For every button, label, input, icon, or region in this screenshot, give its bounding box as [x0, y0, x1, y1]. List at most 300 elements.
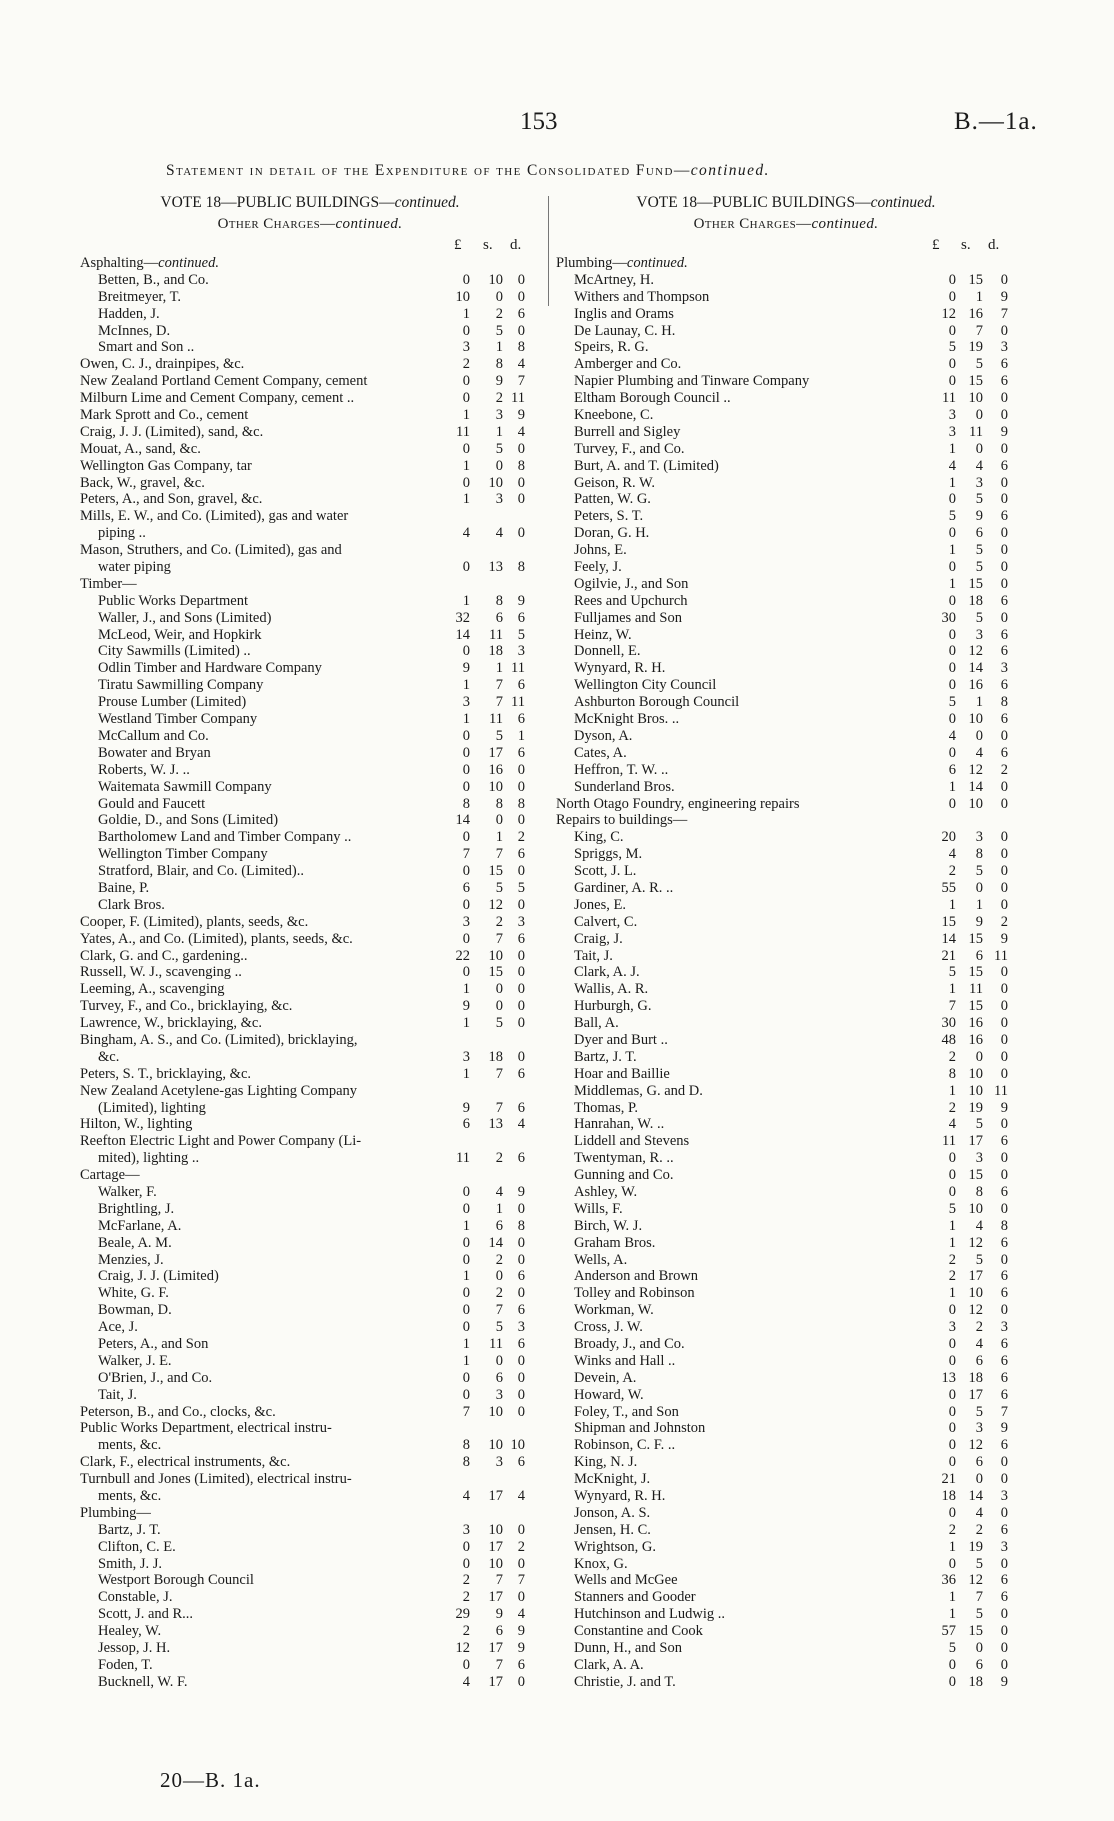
- shillings-value: 8: [495, 795, 503, 812]
- row-label: [98, 306, 442, 323]
- pence-value: 0: [517, 491, 525, 508]
- row-label: [574, 1353, 918, 1370]
- table-row: [556, 1522, 1016, 1539]
- pounds-value: 1: [462, 1336, 470, 1352]
- shillings-value: 17: [488, 1488, 503, 1505]
- row-label: [574, 306, 918, 323]
- shillings-value: 4: [975, 457, 983, 474]
- table-row: [556, 1471, 1016, 1488]
- row-label-text: Turvey, F., and Co., bricklaying, &c.: [80, 998, 293, 1015]
- row-label: [80, 255, 442, 272]
- pence-value: 0: [1000, 846, 1008, 863]
- shillings-value: 4: [975, 744, 983, 761]
- row-label-text: New Zealand Portland Cement Company, cement: [80, 373, 368, 390]
- pounds-value: 0: [948, 711, 956, 728]
- row-label: [80, 373, 442, 390]
- row-label-text: Heffron, T. W. ..: [574, 761, 669, 778]
- pounds-value: 12: [941, 305, 956, 322]
- shillings-value: 4: [495, 525, 503, 542]
- row-label: [98, 643, 442, 660]
- table-row: [556, 1572, 1016, 1589]
- row-label: [80, 1032, 442, 1049]
- row-label: [574, 1674, 918, 1691]
- row-label: [98, 339, 442, 356]
- pounds-value: 0: [948, 271, 956, 288]
- shillings-value: 10: [968, 390, 983, 407]
- pounds-value: 1: [948, 542, 956, 559]
- row-label-text: Peterson, B., and Co., clocks, &c.: [80, 1403, 276, 1420]
- shillings-value: 0: [975, 440, 983, 457]
- row-label-text: Rees and Upchurch: [574, 592, 688, 609]
- row-label-text: Peters, S. T.: [574, 508, 644, 525]
- row-label-text: Donnell, E.: [574, 643, 641, 660]
- shillings-value: 12: [968, 761, 983, 778]
- table-row: [80, 1116, 540, 1133]
- row-label: [98, 1319, 442, 1336]
- pence-value: 11: [511, 390, 525, 407]
- row-label-text: Clark Bros.: [98, 896, 165, 913]
- pounds-value: 6: [462, 1116, 470, 1133]
- row-label-text: Clark, F., electrical instruments, &c.: [80, 1454, 291, 1471]
- table-row: [556, 1150, 1016, 1167]
- row-label-text: City Sawmills (Limited) ..: [98, 643, 251, 660]
- pounds-value: 1: [948, 1606, 956, 1623]
- table-row: [556, 458, 1016, 475]
- pounds-value: 9: [462, 660, 470, 677]
- table-row: [556, 863, 1016, 880]
- row-label-text: Public Works Department: [98, 592, 248, 609]
- row-label: [80, 1404, 442, 1421]
- table-row: [80, 745, 540, 762]
- pence-value: 6: [1000, 1352, 1008, 1369]
- shillings-value: 5: [495, 440, 503, 457]
- row-label: [574, 1049, 918, 1066]
- shillings-value: 0: [495, 288, 503, 305]
- table-row: [80, 1100, 540, 1117]
- pounds-value: 1: [462, 981, 470, 998]
- shillings-value: 8: [495, 356, 503, 373]
- pounds-value: 6: [948, 761, 956, 778]
- pounds-value: 0: [462, 761, 470, 778]
- row-label-text: Amberger and Co.: [574, 356, 682, 373]
- shillings-value: 10: [968, 795, 983, 812]
- shillings-value: 10: [488, 1555, 503, 1572]
- pence-value: 0: [1000, 778, 1008, 795]
- row-label: [574, 272, 918, 289]
- pence-value: 6: [1000, 1183, 1008, 1200]
- shillings-value: 2: [495, 390, 503, 407]
- pence-value: 3: [517, 913, 525, 930]
- row-label: [574, 627, 918, 644]
- shillings-value: 2: [975, 1521, 983, 1538]
- table-row: [80, 711, 540, 728]
- pence-value: 0: [1000, 1640, 1008, 1657]
- row-label-text: ments, &c.: [98, 1437, 162, 1454]
- shillings-value: 5: [975, 542, 983, 559]
- table-row: [556, 525, 1016, 542]
- row-label: [574, 1370, 918, 1387]
- pence-value: 3: [517, 643, 525, 660]
- row-label: [574, 931, 918, 948]
- row-label: [574, 1437, 918, 1454]
- row-label: [574, 1184, 918, 1201]
- pence-value: 9: [1000, 1099, 1008, 1116]
- row-label: [98, 1218, 442, 1235]
- table-row: [80, 1505, 540, 1522]
- row-label: [98, 829, 442, 846]
- row-label: [98, 1252, 442, 1269]
- pence-value: 0: [517, 863, 525, 880]
- pence-value: 0: [517, 1285, 525, 1302]
- row-label: [574, 1268, 918, 1285]
- pence-value: 7: [1000, 1403, 1008, 1420]
- pounds-value: 3: [462, 1521, 470, 1538]
- table-row: [80, 1623, 540, 1640]
- shillings-value: 6: [495, 1217, 503, 1234]
- pounds-value: 1: [948, 1234, 956, 1251]
- table-row: [556, 407, 1016, 424]
- row-label: [98, 711, 442, 728]
- row-label-text: Wynyard, R. H.: [574, 1488, 666, 1505]
- row-label-text: Ashley, W.: [574, 1183, 638, 1200]
- row-label-text: Bucknell, W. F.: [98, 1673, 188, 1690]
- table-row: [80, 272, 540, 289]
- pence-value: 6: [517, 1336, 525, 1352]
- pence-value: 0: [1000, 1454, 1008, 1471]
- pounds-value: 0: [462, 1369, 470, 1386]
- shillings-value: 5: [975, 609, 983, 626]
- table-row: [556, 289, 1016, 306]
- row-label: [574, 1539, 918, 1556]
- row-label-text: Mouat, A., sand, &c.: [80, 440, 201, 457]
- shillings-value: 0: [975, 1048, 983, 1065]
- vote-heading-text: VOTE 18—PUBLIC BUILDINGS—: [160, 194, 395, 211]
- row-label-text: Smith, J. J.: [98, 1555, 163, 1572]
- shillings-value: 7: [495, 1065, 503, 1082]
- shillings-value: 11: [969, 423, 983, 440]
- pounds-value: 5: [948, 1200, 956, 1217]
- row-label: [98, 1539, 442, 1556]
- pence-value: 0: [1000, 1167, 1008, 1184]
- row-label: [574, 1572, 918, 1589]
- pounds-value: 2: [948, 863, 956, 880]
- row-label-text: Westland Timber Company: [98, 711, 258, 728]
- vote-heading-continued: continued.: [394, 194, 460, 211]
- pence-value: 6: [1000, 1133, 1008, 1150]
- pounds-value: 21: [941, 947, 956, 964]
- pence-value: 0: [517, 271, 525, 288]
- shillings-value: 6: [975, 1656, 983, 1673]
- row-label: [98, 1336, 442, 1353]
- row-label-text: Geison, R. W.: [574, 474, 655, 491]
- table-row: [556, 542, 1016, 559]
- document-reference: B.—1a.: [954, 108, 1038, 135]
- row-label: [98, 1623, 442, 1640]
- shillings-value: 19: [968, 1099, 983, 1116]
- row-label: [80, 998, 442, 1015]
- pounds-value: 0: [462, 1183, 470, 1200]
- row-label: [80, 458, 442, 475]
- pence-value: 0: [517, 1251, 525, 1268]
- row-label: [80, 1505, 442, 1522]
- row-label-text: Gunning and Co.: [574, 1167, 674, 1184]
- pence-value: 2: [517, 829, 525, 846]
- table-row: [80, 323, 540, 340]
- shillings-value: 7: [495, 1099, 503, 1116]
- pounds-value: 4: [948, 727, 956, 744]
- row-label-text: Jones, E.: [574, 896, 626, 913]
- pence-value: 4: [517, 356, 525, 373]
- shillings-value: 0: [495, 981, 503, 998]
- row-label-text: Leeming, A., scavenging: [80, 981, 225, 998]
- row-label: [574, 576, 918, 593]
- row-label-text: Shipman and Johnston: [574, 1420, 706, 1437]
- row-label-text: Tolley and Robinson: [574, 1285, 695, 1302]
- row-label: [98, 1353, 442, 1370]
- pence-value: 0: [1000, 1623, 1008, 1640]
- row-label-text: Gould and Faucett: [98, 795, 206, 812]
- row-label-text: Clark, A. J.: [574, 964, 640, 981]
- row-label-text: Spriggs, M.: [574, 846, 643, 863]
- row-label: [98, 1488, 442, 1505]
- pence-value: 6: [517, 744, 525, 761]
- table-row: [556, 1201, 1016, 1218]
- row-label: [80, 1083, 442, 1100]
- table-row: [556, 610, 1016, 627]
- subheading-continued: continued.: [335, 216, 403, 232]
- pounds-value: 30: [941, 609, 956, 626]
- shillings-value: 2: [495, 1251, 503, 1268]
- row-label-text: Fulljames and Son: [574, 609, 682, 626]
- row-label: [80, 475, 442, 492]
- pence-value: 0: [1000, 1606, 1008, 1623]
- shillings-value: 2: [495, 913, 503, 930]
- shillings-value: 5: [975, 559, 983, 576]
- row-label-text: Christie, J. and T.: [574, 1673, 676, 1690]
- table-row: [80, 390, 540, 407]
- shillings-value: 17: [488, 1538, 503, 1555]
- row-label: [574, 1252, 918, 1269]
- table-row: [80, 1015, 540, 1032]
- table-row: [80, 1657, 540, 1674]
- table-row: [556, 1015, 1016, 1032]
- row-label-text: Dunn, H., and Son: [574, 1640, 682, 1657]
- subheading-text: Other Charges—: [693, 216, 812, 232]
- row-label: [98, 1184, 442, 1201]
- row-label-text: North Otago Foundry, engineering repairs: [556, 795, 800, 812]
- row-label: [574, 779, 918, 796]
- row-label-text: Speirs, R. G.: [574, 339, 649, 356]
- pence-value: 6: [1000, 373, 1008, 390]
- row-label: [574, 1522, 918, 1539]
- shillings-value: 10: [488, 1437, 503, 1454]
- row-label: [574, 441, 918, 458]
- row-label: [98, 1201, 442, 1218]
- row-label-text: Constantine and Cook: [574, 1623, 703, 1640]
- shillings-value: 1: [495, 1200, 503, 1217]
- table-row: [556, 1100, 1016, 1117]
- row-label: [98, 627, 442, 644]
- pence-value: 0: [1000, 271, 1008, 288]
- row-label-text: Owen, C. J., drainpipes, &c.: [80, 356, 245, 373]
- table-row: [556, 812, 1016, 829]
- pounds-value: 0: [948, 1386, 956, 1403]
- row-label-text: Baine, P.: [98, 879, 150, 896]
- pounds-value: 7: [948, 998, 956, 1015]
- pence-value: 8: [517, 559, 525, 576]
- shillings-value: 8: [495, 592, 503, 609]
- pounds-value: 0: [948, 677, 956, 694]
- pence-value: 0: [1000, 1656, 1008, 1673]
- pence-value: 0: [517, 896, 525, 913]
- table-row: [80, 1336, 540, 1353]
- pence-value: 0: [1000, 795, 1008, 812]
- pounds-value: 0: [948, 1673, 956, 1690]
- pounds-value: 1: [462, 407, 470, 424]
- pounds-value: 0: [948, 373, 956, 390]
- pounds-value: 4: [948, 1116, 956, 1133]
- shillings-value: 17: [488, 1589, 503, 1606]
- shillings-value: 15: [968, 1623, 983, 1640]
- shillings-value: 10: [488, 474, 503, 491]
- shillings-value: 6: [495, 1369, 503, 1386]
- pence-value: 5: [517, 626, 525, 643]
- row-label-text: Wynyard, R. H.: [574, 660, 666, 677]
- pounds-value: 0: [948, 1167, 956, 1184]
- shillings-value: 7: [495, 694, 503, 711]
- pence-value: 0: [1000, 609, 1008, 626]
- shillings-value: 2: [495, 1285, 503, 1302]
- table-row: [556, 1116, 1016, 1133]
- row-label: [574, 1471, 918, 1488]
- pounds-value: 1: [462, 305, 470, 322]
- row-label-text: Ball, A.: [574, 1015, 619, 1032]
- pence-value: 6: [1000, 508, 1008, 525]
- row-label-text: Bingham, A. S., and Co. (Limited), bricklaying,: [80, 1031, 358, 1048]
- table-row: [556, 1404, 1016, 1421]
- pounds-value: 5: [948, 694, 956, 711]
- shillings-value: 7: [495, 677, 503, 694]
- row-label-text: Wellington City Council: [574, 677, 717, 694]
- row-label: [98, 1657, 442, 1674]
- row-label-text: (Limited), lighting: [98, 1099, 206, 1116]
- table-row: [80, 356, 540, 373]
- row-label: [574, 1015, 918, 1032]
- pence-value: 0: [1000, 863, 1008, 880]
- pounds-value: 2: [948, 1251, 956, 1268]
- table-row: [556, 491, 1016, 508]
- shillings-value: 15: [968, 575, 983, 592]
- subheading-text: Other Charges—: [217, 216, 336, 232]
- shillings-value: 6: [495, 1623, 503, 1640]
- row-label: [574, 981, 918, 998]
- row-label: [98, 812, 442, 829]
- table-row: [80, 1268, 540, 1285]
- row-label-text: Waitemata Sawmill Company: [98, 778, 272, 795]
- table-row: [80, 1471, 540, 1488]
- shillings-value: 17: [488, 1640, 503, 1657]
- pounds-header: £: [454, 237, 462, 253]
- row-label: [574, 711, 918, 728]
- row-label-text: Turvey, F., and Co.: [574, 440, 685, 457]
- row-label: [574, 1589, 918, 1606]
- row-label-text: Ashburton Borough Council: [574, 694, 740, 711]
- table-row: [80, 643, 540, 660]
- table-row: [80, 964, 540, 981]
- row-label: [574, 728, 918, 745]
- row-label-text: Knox, G.: [574, 1555, 628, 1572]
- table-row: [556, 677, 1016, 694]
- shillings-value: 12: [968, 1437, 983, 1454]
- pounds-value: 0: [948, 1352, 956, 1369]
- table-row: [556, 998, 1016, 1015]
- pounds-value: 1: [948, 896, 956, 913]
- row-label: [574, 1150, 918, 1167]
- pounds-value: 0: [462, 271, 470, 288]
- pounds-value: 11: [942, 1133, 956, 1150]
- row-label-text: Jonson, A. S.: [574, 1504, 651, 1521]
- row-label-text: Roberts, W. J. ..: [98, 761, 190, 778]
- row-label-text: Gardiner, A. R. ..: [574, 879, 674, 896]
- row-label-text: Birch, W. J.: [574, 1217, 643, 1234]
- row-label: [98, 762, 442, 779]
- pence-value: 6: [517, 1099, 525, 1116]
- row-label: [98, 677, 442, 694]
- pence-value: 3: [1000, 1488, 1008, 1505]
- table-row: [80, 441, 540, 458]
- pounds-value: 20: [941, 829, 956, 846]
- table-row: [80, 1167, 540, 1184]
- table-row: [80, 1083, 540, 1100]
- row-label: [98, 1556, 442, 1573]
- pence-value: 0: [1000, 1065, 1008, 1082]
- pence-value: 6: [517, 1454, 525, 1471]
- row-label-continued: continued.: [626, 255, 688, 271]
- pounds-value: 3: [948, 1319, 956, 1336]
- row-label: [574, 1116, 918, 1133]
- expenditure-list-right: [556, 255, 1016, 1691]
- pence-value: 9: [517, 1640, 525, 1657]
- row-label: [574, 508, 918, 525]
- shillings-value: 0: [495, 812, 503, 829]
- table-row: [80, 1184, 540, 1201]
- pounds-value: 0: [948, 525, 956, 542]
- row-label: [80, 981, 442, 998]
- table-row: [556, 964, 1016, 981]
- pence-value: 6: [1000, 592, 1008, 609]
- pounds-value: 3: [462, 694, 470, 711]
- shillings-value: 1: [975, 694, 983, 711]
- pounds-value: 1: [462, 1217, 470, 1234]
- row-label-text: Heinz, W.: [574, 626, 632, 643]
- pounds-value: 5: [948, 1640, 956, 1657]
- pounds-value: 8: [948, 1065, 956, 1082]
- pounds-value: 8: [462, 1437, 470, 1454]
- table-row: [556, 1353, 1016, 1370]
- row-label-text: Peters, A., and Son: [98, 1336, 209, 1352]
- shillings-value: 17: [968, 1386, 983, 1403]
- pence-value: 9: [1000, 423, 1008, 440]
- table-row: [556, 373, 1016, 390]
- pence-value: 6: [1000, 1386, 1008, 1403]
- row-label-text: Robinson, C. F. ..: [574, 1437, 676, 1454]
- footer-signature: 20—B. 1a.: [160, 1768, 261, 1792]
- shillings-header: s.: [961, 237, 971, 253]
- row-label: [98, 1589, 442, 1606]
- pence-value: 6: [517, 846, 525, 863]
- shillings-value: 12: [968, 1572, 983, 1589]
- pence-value: 6: [517, 1150, 525, 1167]
